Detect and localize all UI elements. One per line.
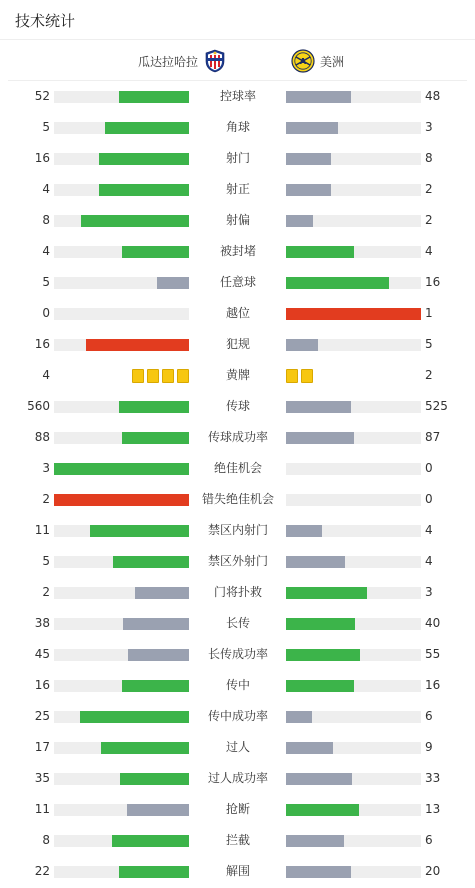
stat-row (0, 515, 475, 546)
home-bar-fill (119, 91, 189, 103)
teams-header (8, 41, 467, 81)
home-bar-track (54, 680, 189, 692)
stat-row (0, 298, 475, 329)
stat-row (0, 112, 475, 143)
away-value: 33 (425, 771, 441, 785)
home-bar-fill (119, 866, 189, 878)
yellow-card-icon (162, 369, 174, 383)
home-bar-track (54, 339, 189, 351)
home-value: 16 (34, 151, 50, 165)
away-value: 87 (425, 430, 441, 444)
stat-label: 长传成功率 (207, 647, 268, 661)
home-bar-fill (54, 463, 189, 475)
home-bar-fill (81, 215, 189, 227)
stat-label: 拦截 (225, 833, 250, 847)
away-bar-track (286, 556, 421, 568)
home-bar-fill (135, 587, 189, 599)
stat-row (0, 174, 475, 205)
home-bar-track (54, 153, 189, 165)
stat-row (0, 856, 475, 887)
home-value: 8 (42, 213, 50, 227)
home-bar-fill (122, 432, 190, 444)
away-bar-fill (286, 122, 338, 134)
home-value: 2 (42, 492, 50, 506)
stat-row (0, 329, 475, 360)
away-value: 5 (425, 337, 433, 351)
away-bar-fill (286, 153, 331, 165)
away-bar-fill (286, 773, 352, 785)
stat-row (0, 608, 475, 639)
yellow-card-icon (147, 369, 159, 383)
home-bar-track (54, 711, 189, 723)
home-bar-track (54, 246, 189, 258)
home-value: 88 (34, 430, 50, 444)
away-bar-fill (286, 91, 351, 103)
home-value: 25 (34, 709, 50, 723)
home-bar-track (54, 122, 189, 134)
stat-row (0, 732, 475, 763)
away-yellow-cards (286, 369, 313, 383)
away-bar-track (286, 339, 421, 351)
away-bar-track (286, 432, 421, 444)
home-bar-fill (120, 773, 189, 785)
home-bar-track (54, 308, 189, 320)
away-bar-track (286, 680, 421, 692)
home-value: 4 (42, 368, 50, 382)
home-bar-fill (99, 153, 189, 165)
chivas-badge-icon (203, 49, 227, 73)
home-value: 2 (42, 585, 50, 599)
stat-row (0, 794, 475, 825)
home-bar-track (54, 649, 189, 661)
home-bar-fill (112, 835, 189, 847)
home-value: 17 (34, 740, 50, 754)
home-bar-fill (119, 401, 189, 413)
away-bar-fill (286, 742, 333, 754)
away-bar-track (286, 308, 421, 320)
yellow-card-icon (132, 369, 144, 383)
away-bar-track (286, 494, 421, 506)
stat-row (0, 236, 475, 267)
away-value: 13 (425, 802, 441, 816)
away-value: 16 (425, 275, 441, 289)
away-bar-fill (286, 432, 354, 444)
away-bar-track (286, 711, 421, 723)
away-value: 0 (425, 492, 433, 506)
home-value: 52 (34, 89, 50, 103)
stat-row (0, 453, 475, 484)
yellow-card-icon (177, 369, 189, 383)
home-team[interactable] (138, 49, 227, 73)
home-bar-track (54, 525, 189, 537)
home-bar-track (54, 401, 189, 413)
away-value: 525 (425, 399, 448, 413)
away-bar-fill (286, 401, 351, 413)
away-bar-fill (286, 339, 318, 351)
home-value: 45 (34, 647, 50, 661)
stat-label: 绝佳机会 (213, 461, 262, 475)
home-bar-track (54, 556, 189, 568)
stat-label: 门将扑救 (213, 585, 262, 599)
home-bar-fill (128, 649, 189, 661)
home-bar-fill (122, 680, 190, 692)
away-value: 2 (425, 213, 433, 227)
stat-row (0, 391, 475, 422)
away-bar-fill (286, 866, 351, 878)
stat-row (0, 577, 475, 608)
home-bar-track (54, 773, 189, 785)
stat-label: 抢断 (225, 802, 250, 816)
stat-row (0, 360, 475, 391)
away-bar-fill (286, 277, 389, 289)
stat-label: 长传 (225, 616, 250, 630)
home-yellow-cards (132, 369, 189, 383)
stat-label: 任意球 (219, 275, 256, 289)
away-value: 4 (425, 244, 433, 258)
away-value: 8 (425, 151, 433, 165)
away-value: 0 (425, 461, 433, 475)
yellow-card-icon (301, 369, 313, 383)
away-bar-track (286, 153, 421, 165)
away-bar-track (286, 91, 421, 103)
home-value: 560 (27, 399, 50, 413)
away-bar-track (286, 587, 421, 599)
home-value: 35 (34, 771, 50, 785)
stat-row (0, 546, 475, 577)
section-header (0, 0, 475, 40)
stat-label: 过人 (225, 740, 250, 754)
home-bar-track (54, 835, 189, 847)
home-value: 11 (34, 523, 50, 537)
away-value: 2 (425, 368, 433, 382)
away-bar-fill (286, 680, 354, 692)
away-bar-fill (286, 246, 354, 258)
stat-label: 射正 (225, 182, 250, 196)
stat-label: 错失绝佳机会 (201, 492, 274, 506)
away-value: 2 (425, 182, 433, 196)
away-bar-track (286, 184, 421, 196)
stat-row (0, 670, 475, 701)
away-bar-track (286, 618, 421, 630)
home-bar-track (54, 866, 189, 878)
stat-label: 犯规 (225, 337, 250, 351)
away-value: 48 (425, 89, 441, 103)
home-bar-track (54, 494, 189, 506)
stat-label: 黄牌 (225, 368, 250, 382)
stat-label: 控球率 (219, 89, 256, 103)
away-value: 16 (425, 678, 441, 692)
stat-label: 禁区外射门 (207, 554, 268, 568)
away-bar-track (286, 649, 421, 661)
home-value: 8 (42, 833, 50, 847)
away-bar-track (286, 742, 421, 754)
stat-row (0, 701, 475, 732)
home-value: 16 (34, 678, 50, 692)
stat-label: 传中 (225, 678, 250, 692)
stat-label: 越位 (225, 306, 250, 320)
away-bar-track (286, 401, 421, 413)
home-bar-track (54, 618, 189, 630)
away-bar-fill (286, 835, 344, 847)
away-value: 20 (425, 864, 441, 878)
stat-label: 传中成功率 (207, 709, 268, 723)
home-bar-fill (123, 618, 189, 630)
home-value: 22 (34, 864, 50, 878)
home-bar-track (54, 742, 189, 754)
away-bar-fill (286, 804, 359, 816)
home-value: 4 (42, 182, 50, 196)
home-value: 5 (42, 554, 50, 568)
home-bar-fill (127, 804, 189, 816)
away-bar-track (286, 835, 421, 847)
away-bar-track (286, 277, 421, 289)
stat-row (0, 639, 475, 670)
home-value: 5 (42, 275, 50, 289)
stat-row (0, 267, 475, 298)
away-bar-fill (286, 556, 345, 568)
home-bar-fill (80, 711, 189, 723)
stat-label: 解围 (225, 864, 250, 878)
stat-row (0, 143, 475, 174)
home-bar-track (54, 184, 189, 196)
home-bar-track (54, 91, 189, 103)
stat-label: 传球 (225, 399, 250, 413)
away-value: 40 (425, 616, 441, 630)
svg-text:A: A (299, 57, 307, 66)
away-bar-fill (286, 587, 367, 599)
away-team[interactable] (291, 49, 344, 73)
away-bar-track (286, 215, 421, 227)
home-value: 5 (42, 120, 50, 134)
stat-row (0, 763, 475, 794)
home-bar-track (54, 432, 189, 444)
stat-label: 射偏 (225, 213, 250, 227)
stat-label: 角球 (225, 120, 250, 134)
stat-row (0, 81, 475, 112)
home-bar-track (54, 277, 189, 289)
away-value: 4 (425, 554, 433, 568)
away-value: 3 (425, 585, 433, 599)
home-bar-fill (54, 494, 189, 506)
away-bar-fill (286, 618, 355, 630)
away-bar-track (286, 773, 421, 785)
home-team-name: 瓜达拉哈拉 (137, 54, 198, 69)
home-value: 0 (42, 306, 50, 320)
home-value: 11 (34, 802, 50, 816)
stat-row (0, 205, 475, 236)
away-value: 6 (425, 709, 433, 723)
away-bar-track (286, 804, 421, 816)
home-bar-fill (122, 246, 190, 258)
home-value: 38 (34, 616, 50, 630)
stats-list (0, 81, 475, 887)
away-bar-track (286, 122, 421, 134)
away-bar-track (286, 463, 421, 475)
away-team-name: 美洲 (320, 54, 345, 69)
home-value: 4 (42, 244, 50, 258)
away-bar-track (286, 525, 421, 537)
away-bar-fill (286, 711, 312, 723)
home-bar-fill (86, 339, 189, 351)
club-america-badge-icon (291, 49, 315, 73)
away-bar-fill (286, 525, 322, 537)
home-bar-track (54, 463, 189, 475)
away-bar-track (286, 866, 421, 878)
home-bar-track (54, 804, 189, 816)
away-value: 4 (425, 523, 433, 537)
away-value: 6 (425, 833, 433, 847)
stat-label: 射门 (225, 151, 250, 165)
home-bar-fill (105, 122, 189, 134)
stat-row (0, 422, 475, 453)
stat-row (0, 825, 475, 856)
away-value: 3 (425, 120, 433, 134)
home-bar-fill (99, 184, 189, 196)
away-bar-track (286, 246, 421, 258)
stat-row (0, 484, 475, 515)
stat-label: 禁区内射门 (207, 523, 268, 537)
yellow-card-icon (286, 369, 298, 383)
stat-label: 被封堵 (219, 244, 256, 258)
stat-label: 传球成功率 (207, 430, 268, 444)
home-bar-fill (113, 556, 189, 568)
home-value: 16 (34, 337, 50, 351)
home-bar-track (54, 215, 189, 227)
away-value: 1 (425, 306, 433, 320)
away-bar-fill (286, 215, 313, 227)
away-bar-fill (286, 184, 331, 196)
home-value: 3 (42, 461, 50, 475)
stat-label: 过人成功率 (207, 771, 268, 785)
away-value: 9 (425, 740, 433, 754)
home-bar-track (54, 587, 189, 599)
away-bar-fill (286, 649, 360, 661)
home-bar-fill (101, 742, 189, 754)
home-bar-fill (157, 277, 189, 289)
page-title: 技术统计 (15, 12, 76, 30)
home-bar-fill (90, 525, 189, 537)
away-bar-fill (286, 308, 421, 320)
away-value: 55 (425, 647, 441, 661)
